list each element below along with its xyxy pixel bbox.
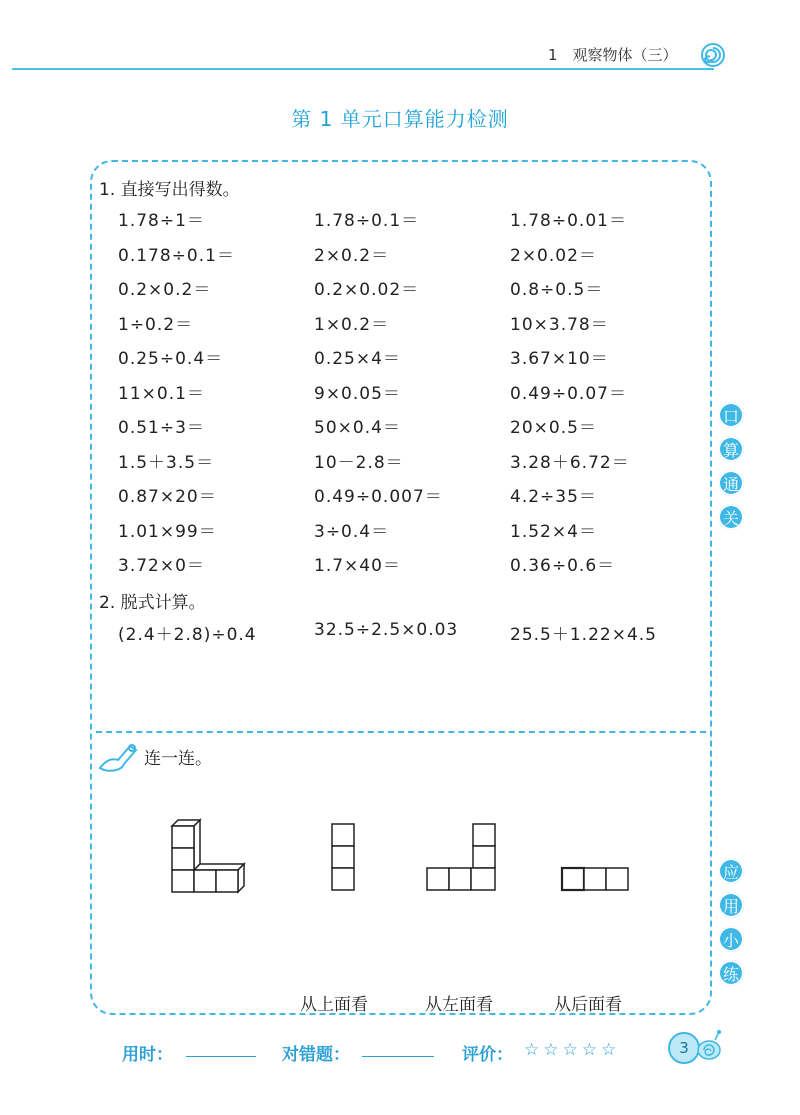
header-rule — [12, 68, 714, 70]
equation-item: 0.2×0.2＝ — [118, 280, 212, 300]
chapter-header: 1 观察物体（三） — [548, 46, 678, 64]
side-tab-lian: 练 — [718, 960, 744, 986]
equation-item: 1.01×99＝ — [118, 521, 217, 542]
spiral-icon — [700, 42, 726, 68]
section2-heading: 2. 脱式计算。 — [99, 593, 206, 613]
side-tab-kou: 口 — [718, 402, 744, 428]
view-label-back: 从后面看 — [554, 995, 622, 1015]
equation-item: 4.2÷35＝ — [510, 487, 597, 507]
equation-item: 1.5＋3.5＝ — [118, 452, 215, 473]
equation-item: 3.67×10＝ — [510, 349, 609, 369]
view-figure-column — [330, 822, 358, 894]
equation-item: 2×0.02＝ — [510, 245, 597, 266]
expression-item: 25.5＋1.22×4.5 — [510, 625, 657, 645]
equation-item: 9×0.05＝ — [314, 383, 401, 404]
expression-item: 32.5÷2.5×0.03 — [314, 620, 459, 640]
page-title: 第 1 单元口算能力检测 — [291, 107, 509, 131]
equation-item: 3÷0.4＝ — [314, 521, 390, 542]
side-tab-xiao: 小 — [718, 926, 744, 952]
time-blank[interactable] — [186, 1055, 256, 1057]
snail-icon — [695, 1028, 723, 1062]
equation-item: 1.7×40＝ — [314, 556, 401, 576]
equation-item: 1.52×4＝ — [510, 521, 597, 542]
rating-stars[interactable]: ☆☆☆☆☆ — [524, 1040, 621, 1060]
equation-item: 0.51÷3＝ — [118, 418, 205, 438]
equation-item: 0.8÷0.5＝ — [510, 280, 604, 300]
side-tab-guan: 关 — [718, 504, 744, 530]
equation-item: 11×0.1＝ — [118, 383, 205, 404]
correct-label: 对错题： — [282, 1045, 350, 1065]
expression-item: (2.4＋2.8)÷0.4 — [118, 625, 257, 645]
equation-item: 20×0.5＝ — [510, 418, 597, 438]
equation-item: 1×0.2＝ — [314, 314, 390, 335]
view-label-left: 从左面看 — [425, 995, 493, 1015]
equation-item: 1.78÷0.01＝ — [510, 211, 627, 231]
side-tab-suan: 算 — [718, 436, 744, 462]
view-figure-row — [560, 866, 634, 894]
equation-item: 10×3.78＝ — [510, 314, 609, 335]
correct-blank[interactable] — [362, 1055, 434, 1057]
equation-item: 0.178÷0.1＝ — [118, 245, 235, 266]
equation-item: 10－2.8＝ — [314, 452, 404, 473]
equation-item: 3.28＋6.72＝ — [510, 452, 630, 473]
view-figure-l-shape — [425, 822, 499, 894]
equation-item: 0.25÷0.4＝ — [118, 349, 224, 369]
section-divider — [96, 731, 706, 733]
section3-heading: 连一连。 — [144, 749, 212, 769]
equation-item: 50×0.4＝ — [314, 418, 401, 438]
equation-item: 0.87×20＝ — [118, 487, 217, 507]
equation-item: 0.49÷0.07＝ — [510, 383, 627, 404]
rating-label: 评价： — [462, 1045, 513, 1065]
equation-item: 1÷0.2＝ — [118, 314, 194, 335]
side-tab-ying: 应 — [718, 858, 744, 884]
equation-item: 0.25×4＝ — [314, 349, 401, 369]
side-tab-tong: 通 — [718, 470, 744, 496]
section1-heading: 1. 直接写出得数。 — [99, 180, 240, 200]
equation-item: 1.78÷0.1＝ — [314, 211, 420, 231]
time-label: 用时： — [122, 1045, 173, 1065]
solid-figure-3d — [168, 816, 250, 894]
pencil-icon — [96, 740, 140, 774]
side-tab-yong: 用 — [718, 892, 744, 918]
view-label-top: 从上面看 — [300, 995, 368, 1015]
equation-item: 0.2×0.02＝ — [314, 280, 420, 300]
equation-item: 3.72×0＝ — [118, 556, 205, 576]
equation-item: 0.49÷0.007＝ — [314, 487, 443, 507]
page-number: 3 — [668, 1032, 700, 1064]
equation-item: 2×0.2＝ — [314, 245, 390, 266]
equation-item: 1.78÷1＝ — [118, 211, 205, 231]
equation-item: 0.36÷0.6＝ — [510, 556, 616, 576]
